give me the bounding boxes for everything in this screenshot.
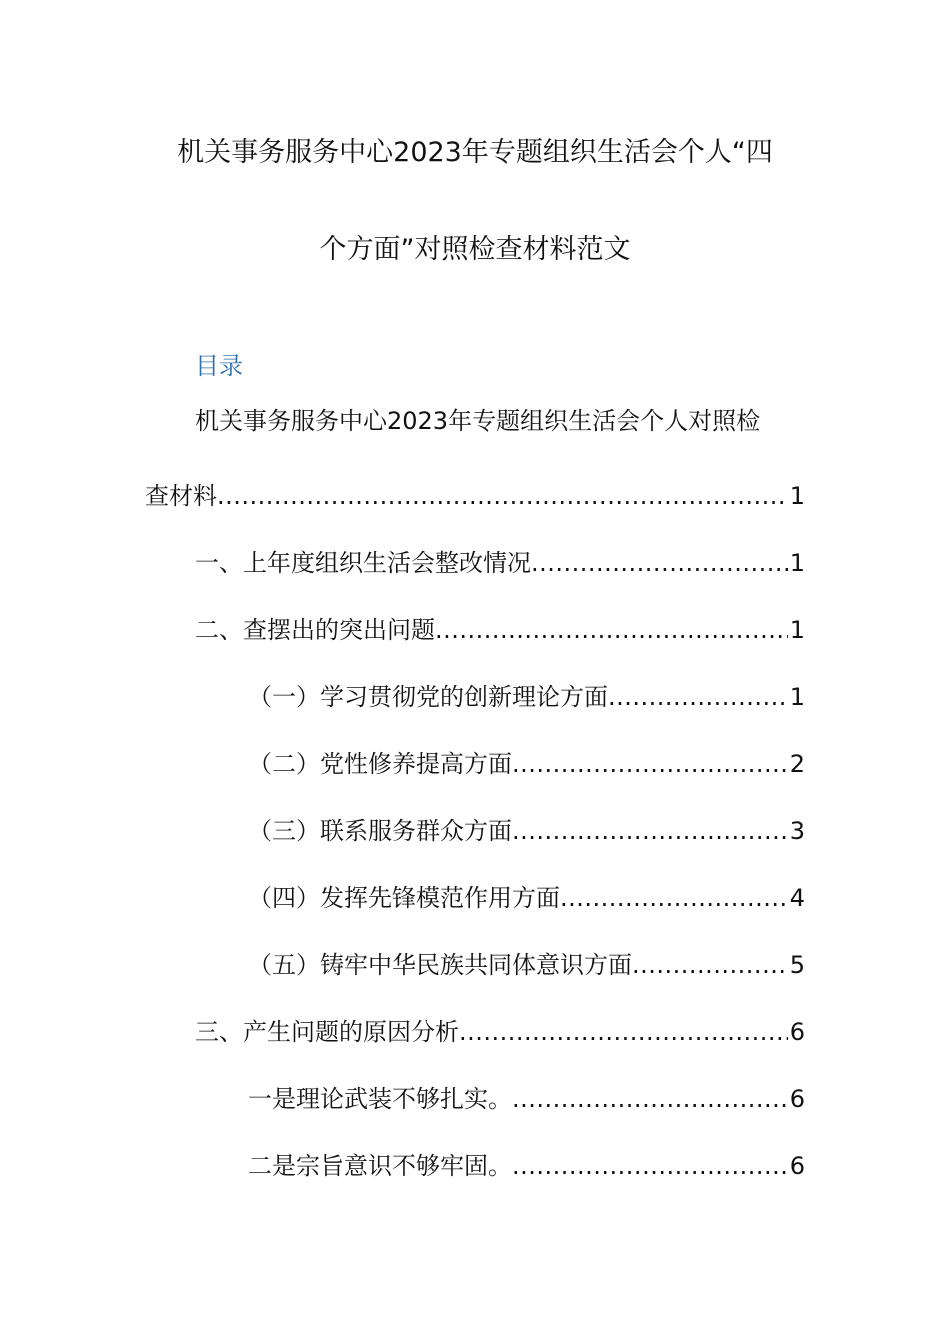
toc-entry-text: 一、上年度组织生活会整改情况	[195, 549, 531, 577]
toc-entry-text: （一）学习贯彻党的创新理论方面	[248, 683, 608, 711]
toc-entry-text: （三）联系服务群众方面	[248, 817, 512, 845]
toc-entry-4[interactable]	[248, 746, 805, 782]
toc-entry-5[interactable]	[248, 813, 805, 849]
toc-leader-dots	[560, 880, 788, 916]
toc-leader-dots	[459, 1014, 788, 1050]
toc-entry-2[interactable]	[195, 612, 805, 648]
toc-entry-7[interactable]	[248, 947, 805, 983]
toc-leader-dots	[512, 746, 788, 782]
toc-page-number: 3	[789, 817, 805, 845]
toc-leader-dots	[512, 1148, 788, 1184]
toc-entry-6[interactable]	[248, 880, 805, 916]
toc-leader-dots	[217, 478, 788, 514]
toc-page-number: 6	[789, 1018, 805, 1046]
toc-page-number: 5	[789, 951, 805, 979]
toc-page-number: 4	[789, 884, 805, 912]
toc-entry-text: 二、查摆出的突出问题	[195, 616, 435, 644]
toc-page-number: 2	[789, 750, 805, 778]
toc-page-number: 1	[789, 683, 805, 711]
document-title-line-1: 机关事务服务中心2023年专题组织生活会个人“四	[177, 137, 773, 168]
toc-entry-text: （五）铸牢中华民族共同体意识方面	[248, 951, 632, 979]
toc-entry-0[interactable]	[145, 478, 805, 514]
toc-entry-text: 一是理论武装不够扎实。	[248, 1085, 512, 1113]
toc-entry-8[interactable]	[195, 1014, 805, 1050]
toc-entry-1[interactable]	[195, 545, 805, 581]
toc-page-number: 6	[789, 1152, 805, 1180]
document-title-line-2: 个方面”对照检查材料范文	[319, 234, 631, 265]
toc-leader-dots	[512, 1081, 788, 1117]
toc-leader-dots	[435, 612, 788, 648]
toc-page-number: 1	[789, 549, 805, 577]
toc-leader-dots	[608, 679, 788, 715]
toc-entry-text: （四）发挥先锋模范作用方面	[248, 884, 560, 912]
toc-page-number: 6	[789, 1085, 805, 1113]
toc-leader-dots	[632, 947, 788, 983]
toc-entry-text: 查材料	[145, 482, 217, 510]
toc-entry-text: 三、产生问题的原因分析	[195, 1018, 459, 1046]
toc-page-number: 1	[789, 482, 805, 510]
toc-page-number: 1	[789, 616, 805, 644]
toc-entry-10[interactable]	[248, 1148, 805, 1184]
toc-leader-dots	[531, 545, 788, 581]
toc-entry-3[interactable]	[248, 679, 805, 715]
toc-entry-text: （二）党性修养提高方面	[248, 750, 512, 778]
toc-leader-dots	[512, 813, 788, 849]
toc-entry-0-first-line[interactable]: 机关事务服务中心2023年专题组织生活会个人对照检	[195, 407, 761, 435]
toc-entry-text: 二是宗旨意识不够牢固。	[248, 1152, 512, 1180]
toc-entry-9[interactable]	[248, 1081, 805, 1117]
toc-heading[interactable]: 目录	[195, 352, 243, 380]
